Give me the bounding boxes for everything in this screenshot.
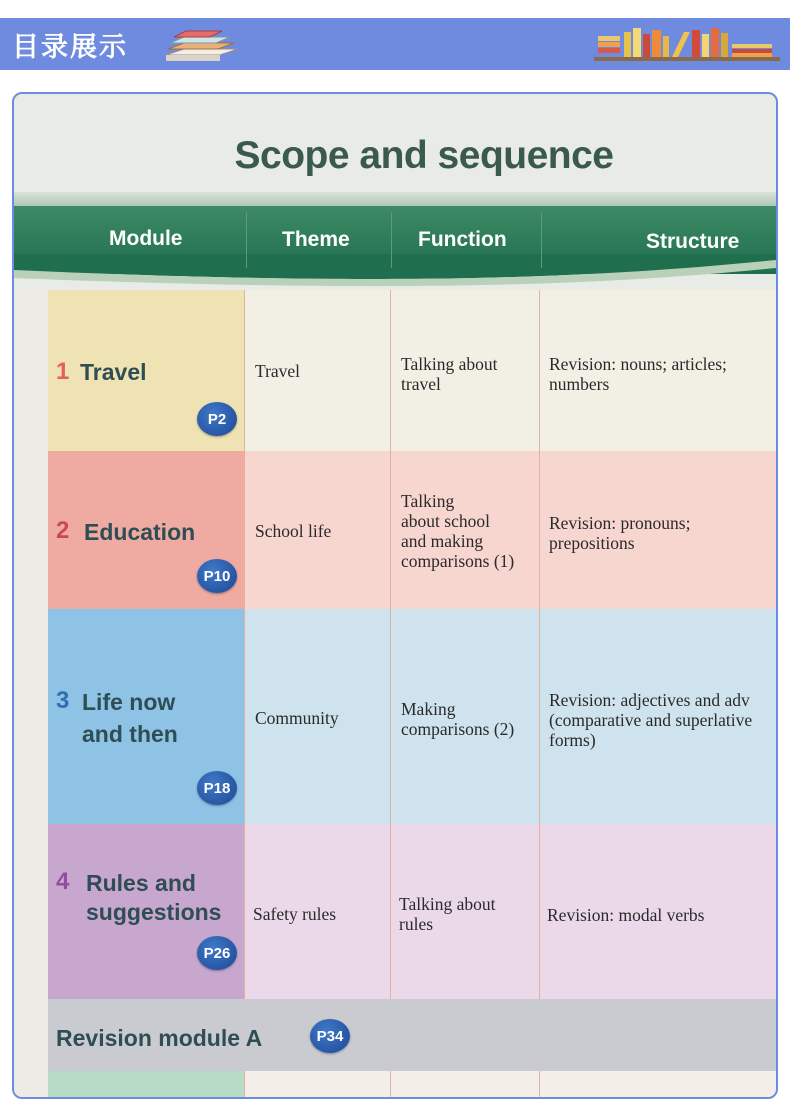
header-separator — [246, 212, 247, 268]
structure-line: (comparative and superlative — [549, 710, 753, 730]
module-title: and then — [82, 721, 178, 747]
structure-line: Revision: modal verbs — [547, 905, 705, 925]
module-number: 3 — [56, 687, 70, 714]
function-line: Talking about — [399, 894, 496, 914]
structure-line: Revision: adjectives and adv — [549, 690, 750, 710]
page-title: Scope and sequence — [234, 134, 614, 177]
function-line: comparisons (2) — [401, 719, 515, 739]
header-function: Function — [418, 228, 507, 251]
structure-line: forms) — [549, 730, 596, 750]
header-wave — [14, 254, 776, 294]
bookshelf-icon — [594, 24, 780, 69]
module-cell — [48, 1071, 244, 1099]
function-line: about school — [401, 511, 490, 531]
page-badge[interactable]: P26 — [197, 936, 237, 970]
page-margin — [14, 290, 48, 1099]
module-title: Life now — [82, 689, 176, 715]
table-row — [48, 290, 776, 451]
module-number: 4 — [56, 868, 70, 895]
structure-line: Revision: pronouns; — [549, 513, 691, 533]
theme-text: Community — [255, 708, 339, 728]
page-badge[interactable]: P18 — [197, 771, 237, 805]
module-title: Rules and — [86, 870, 196, 896]
books-stack-icon — [160, 25, 250, 70]
module-title: Travel — [80, 359, 147, 385]
function-line: travel — [401, 374, 441, 394]
function-line: Talking about — [401, 354, 498, 374]
page-badge[interactable]: P2 — [197, 402, 237, 436]
header-separator — [541, 212, 542, 268]
theme-text: Travel — [255, 361, 301, 381]
table-row — [48, 609, 776, 824]
function-line: rules — [399, 914, 434, 934]
header-theme: Theme — [282, 228, 350, 251]
function-line: Making — [401, 699, 456, 719]
theme-text: School life — [255, 521, 332, 541]
module-number: 2 — [56, 517, 70, 544]
function-line: and making — [401, 531, 484, 551]
header-module: Module — [109, 227, 183, 250]
scope-sequence-page — [12, 92, 778, 1099]
page-badge[interactable]: P34 — [310, 1019, 350, 1053]
module-title: suggestions — [86, 899, 222, 925]
revision-row — [48, 999, 776, 1071]
table-row — [48, 1071, 776, 1099]
structure-line: numbers — [549, 374, 610, 394]
module-number: 1 — [56, 358, 70, 385]
function-line: Talking — [401, 491, 455, 511]
top-banner — [0, 18, 790, 70]
page-badge[interactable]: P10 — [197, 559, 237, 593]
revision-title: Revision module A — [56, 1025, 263, 1051]
banner-title: 目录展示 — [12, 31, 128, 63]
table-row — [48, 824, 776, 999]
header-structure: Structure — [646, 230, 740, 253]
structure-line: Revision: nouns; articles; — [549, 354, 727, 374]
structure-line: prepositions — [549, 533, 635, 553]
function-line: comparisons (1) — [401, 551, 515, 571]
header-separator — [391, 212, 392, 268]
table-row — [48, 451, 776, 609]
theme-text: Safety rules — [253, 904, 337, 924]
module-title: Education — [84, 519, 196, 545]
